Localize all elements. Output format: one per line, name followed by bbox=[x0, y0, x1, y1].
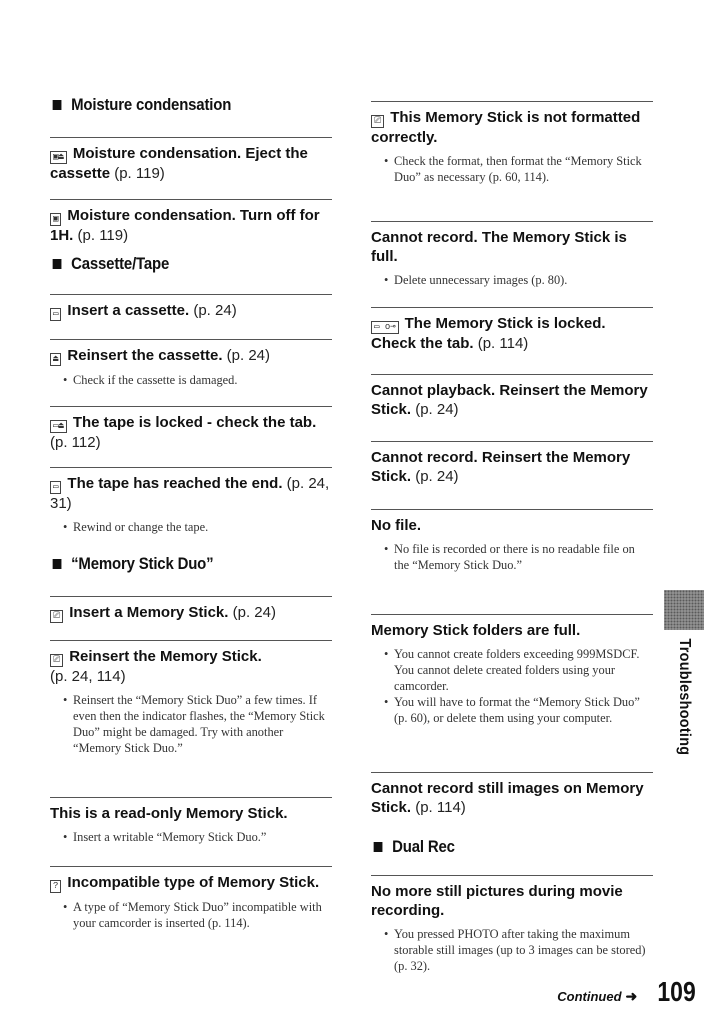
entry-cannot-playback bbox=[371, 374, 653, 441]
lock-key-icon: ▭ o⊸ bbox=[371, 321, 399, 334]
entry-moisture-turnoff bbox=[50, 199, 332, 254]
list-item: • You cannot create folders exceeding 999MSDCF. You cannot delete created folders using your camcorder. bbox=[387, 646, 653, 694]
entry-incompatible-type bbox=[50, 866, 332, 973]
page-ref: (p. 119) bbox=[114, 165, 165, 182]
list-item: • You pressed PHOTO after taking the maximum storable still images (up to 3 images can be stored) (p. 32). bbox=[387, 926, 653, 974]
moisture-icon: ▣ bbox=[50, 213, 61, 226]
entry-title: No more still pictures during movie recording. bbox=[371, 883, 623, 919]
entry-title: Insert a Memory Stick. bbox=[69, 604, 229, 621]
entry-title: The tape is locked - check the tab. bbox=[72, 414, 317, 431]
entry-insert-cassette bbox=[50, 294, 332, 339]
left-column bbox=[50, 95, 332, 973]
section-heading-memory-stick-duo: “Memory Stick Duo” bbox=[50, 554, 298, 574]
entry-title: Cannot playback. Reinsert the Memory Stick. bbox=[371, 382, 648, 418]
entry-cannot-record-still bbox=[371, 772, 653, 837]
memory-stick-icon: ⎚ bbox=[50, 654, 63, 667]
page-footer bbox=[557, 976, 696, 1008]
entry-memory-locked bbox=[371, 307, 653, 374]
page-ref: (p. 24) bbox=[193, 302, 237, 319]
square-bullet-icon bbox=[53, 100, 62, 110]
page-ref: (p. 24) bbox=[415, 401, 459, 418]
list-item: • No file is recorded or there is no readable file on the “Memory Stick Duo.” bbox=[387, 541, 653, 573]
entry-title: Moisture condensation. Turn off for 1H. bbox=[50, 207, 320, 244]
entry-title: The Memory Stick is locked. Check the tab. bbox=[371, 315, 606, 352]
memory-stick-icon: ⎚ bbox=[371, 115, 384, 128]
section-heading-cassette: Cassette/Tape bbox=[50, 254, 298, 274]
entry-reinsert-memory-stick bbox=[50, 640, 332, 797]
entry-read-only bbox=[50, 797, 332, 866]
list-item: • Check if the cassette is damaged. bbox=[66, 372, 332, 388]
entry-memory-full bbox=[371, 221, 653, 307]
entry-folders-full bbox=[371, 614, 653, 772]
page-number: 109 bbox=[657, 976, 696, 1007]
entry-title: Memory Stick folders are full. bbox=[371, 622, 581, 639]
tab-pattern bbox=[664, 590, 704, 630]
list-item: • Delete unnecessary images (p. 80). bbox=[387, 272, 653, 288]
page-ref: (p. 114) bbox=[477, 335, 529, 352]
memory-stick-icon: ⎚ bbox=[50, 610, 63, 623]
side-tab-label: Troubleshooting bbox=[676, 638, 693, 756]
square-bullet-icon bbox=[374, 842, 383, 852]
entry-title: Incompatible type of Memory Stick. bbox=[67, 874, 320, 891]
list-item: • Rewind or change the tape. bbox=[66, 519, 332, 535]
square-bullet-icon bbox=[53, 259, 62, 269]
cassette-eject-icon: ▭⏏ bbox=[50, 420, 67, 433]
entry-reinsert-cassette bbox=[50, 339, 332, 406]
page-ref: (p. 112) bbox=[50, 434, 101, 451]
eject-icon: ⏏ bbox=[50, 353, 61, 366]
square-bullet-icon bbox=[53, 559, 62, 569]
entry-cannot-record-reinsert bbox=[371, 441, 653, 509]
entry-title: The tape has reached the end. bbox=[67, 475, 283, 492]
entry-not-formatted bbox=[371, 101, 653, 221]
entry-title: This Memory Stick is not formatted correctly. bbox=[371, 109, 641, 146]
entry-no-more-stills bbox=[371, 875, 653, 982]
list-item: • Insert a writable “Memory Stick Duo.” bbox=[66, 829, 332, 845]
list-item: • You will have to format the “Memory Stick Duo” (p. 60), or delete them using your computer. bbox=[387, 694, 653, 726]
entry-insert-memory-stick bbox=[50, 596, 332, 640]
entry-title: No file. bbox=[371, 517, 422, 534]
page-ref: (p. 24, 114) bbox=[50, 668, 126, 685]
page-ref: (p. 24) bbox=[226, 347, 271, 364]
entry-no-file bbox=[371, 509, 653, 614]
entry-title: Cannot record. The Memory Stick is full. bbox=[371, 229, 627, 265]
entry-tape-locked bbox=[50, 406, 332, 467]
section-heading-dual-rec: Dual Rec bbox=[371, 837, 619, 857]
entry-title: This is a read-only Memory Stick. bbox=[50, 805, 288, 822]
entry-title: Reinsert the cassette. bbox=[67, 347, 223, 364]
moisture-icon: ▣⏏ bbox=[50, 151, 67, 164]
right-column bbox=[371, 101, 653, 982]
page-ref: (p. 24) bbox=[415, 468, 459, 485]
entry-title: Moisture condensation. Eject the cassette bbox=[50, 145, 308, 182]
page-ref: (p. 114) bbox=[415, 799, 466, 816]
entry-title: Cannot record. Reinsert the Memory Stick. bbox=[371, 449, 631, 485]
arrow-right-icon: ➜ bbox=[625, 988, 638, 1004]
page-ref: (p. 24) bbox=[232, 604, 276, 621]
side-tab-troubleshooting bbox=[664, 590, 704, 756]
entry-moisture-eject bbox=[50, 137, 332, 199]
page-ref: (p. 24, 31) bbox=[50, 475, 330, 512]
incompatible-stick-icon: ? bbox=[50, 880, 61, 893]
section-heading-moisture: Moisture condensation bbox=[50, 95, 298, 115]
entry-title: Reinsert the Memory Stick. bbox=[69, 648, 262, 665]
entry-title: Insert a cassette. bbox=[67, 302, 190, 319]
cassette-icon: ▭ bbox=[50, 481, 61, 494]
entry-tape-end bbox=[50, 467, 332, 554]
continued-label: Continued bbox=[557, 989, 622, 1004]
page-ref: (p. 119) bbox=[77, 227, 129, 244]
list-item: • A type of “Memory Stick Duo” incompatible with your camcorder is inserted (p. 114). bbox=[66, 899, 332, 931]
cassette-icon: ▭ bbox=[50, 308, 61, 321]
list-item: • Reinsert the “Memory Stick Duo” a few times. If even then the indicator flashes, the “Memory Stick Duo” might be damaged. Try with another “Memory Stick Duo.” bbox=[66, 692, 332, 756]
entry-title: Cannot record still images on Memory Stick. bbox=[371, 780, 644, 816]
list-item: • Check the format, then format the “Memory Stick Duo” as necessary (p. 60, 114). bbox=[387, 153, 653, 185]
